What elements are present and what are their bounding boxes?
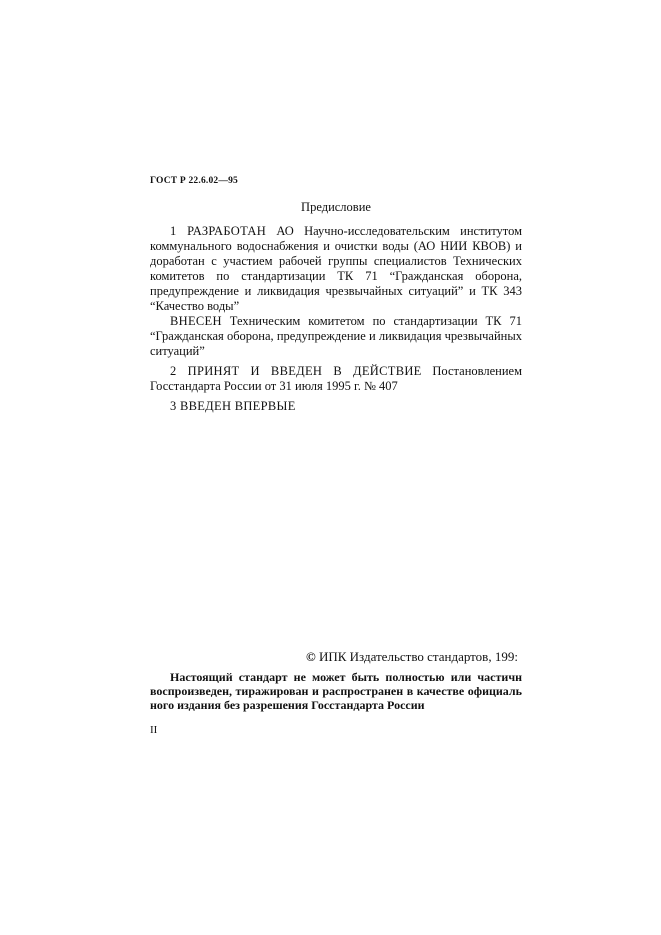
copyright-symbol: © (306, 649, 316, 664)
paragraph-text: Техническим комитетом по стандартизации ТК 71 “Гражданская оборона, предупреждение и ликвидация чрезвычайных ситуаций” (150, 314, 522, 358)
page-number: II (150, 724, 158, 736)
paragraph-lead: 2 ПРИНЯТ И ВВЕДЕН В ДЕЙСТВИЕ (170, 364, 422, 378)
document-code: ГОСТ Р 22.6.02—95 (150, 176, 238, 186)
paragraph-lead: ВНЕСЕН (170, 314, 222, 328)
paragraph-first-introduced (150, 399, 522, 414)
paragraph-text: Постановлением Госстандарта России от 31 июля 1995 г. № 407 (150, 364, 523, 393)
paragraph-lead: 3 ВВЕДЕН ВПЕРВЫЕ (170, 399, 296, 413)
paragraph-text: АО Научно-исследовательским институтом коммунального водоснабжения и очистки воды (АО НИИ КВОВ) и доработан с участием рабочей группы специалистов Технических комитетов по стандартизации ТК 71 “Гражданская оборона, предупреждение и ликвидация чрезвычайных ситуаций” и ТК 343 “Качество воды” (150, 224, 522, 313)
reproduction-notice: Настоящий стандарт не может быть полностью или частичн воспроизведен, тиражирован и распространен в качестве официаль ного издания без разрешения Госстандарта России (150, 670, 522, 712)
paragraph-introduced (150, 314, 522, 359)
paragraph-adopted (150, 364, 522, 394)
copyright-text: ИПК Издательство стандартов, 199: (318, 649, 518, 664)
paragraph-developed (150, 224, 522, 314)
preface-title: Предисловие (301, 200, 371, 214)
paragraph-lead: 1 РАЗРАБОТАН (170, 224, 267, 238)
copyright-line (306, 649, 518, 665)
